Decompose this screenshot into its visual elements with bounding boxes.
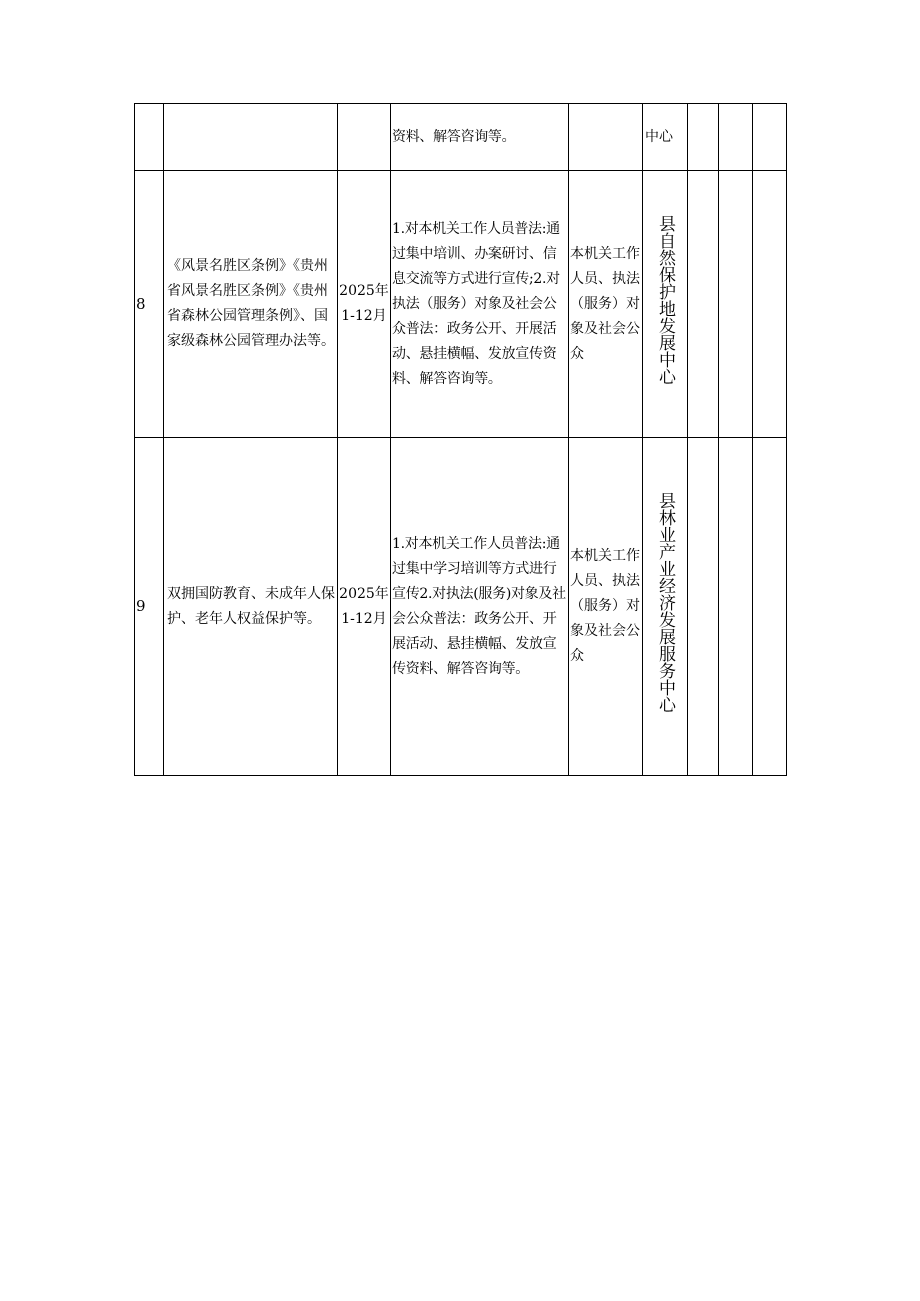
- time-cell: [338, 438, 391, 776]
- table-row: [135, 171, 787, 438]
- content-cell: [164, 438, 338, 776]
- time-range: 1-12月: [341, 308, 387, 324]
- method-cell: 资料、解答咨询等。: [391, 104, 569, 171]
- dept-cell: [643, 171, 688, 438]
- target-cell: 本机关工作人员、执法（服务）对象及社会公众: [569, 171, 643, 438]
- empty-cell: [753, 171, 787, 438]
- content-cell: [164, 104, 338, 171]
- table-row: [135, 438, 787, 776]
- dept-cell: 中心: [643, 104, 688, 171]
- row-number: 8: [135, 171, 164, 438]
- empty-cell: [719, 438, 753, 776]
- empty-cell: [753, 438, 787, 776]
- time-range: 1-12月: [341, 610, 387, 627]
- empty-cell: [688, 438, 719, 776]
- empty-cell: [753, 104, 787, 171]
- dept-name: 县自然保护地发展中心: [655, 214, 675, 385]
- method-cell: 1.对本机关工作人员普法:通过集中学习培训等方式进行宣传2.对执法(服务)对象及社会公众普法：政务公开、开展活动、悬挂横幅、发放宣传资料、解答咨询等。: [391, 438, 569, 776]
- content-cell: [164, 171, 338, 438]
- time-year: 2025年: [339, 283, 389, 299]
- time-cell: [338, 171, 391, 438]
- target-cell: 本机关工作人员、执法（服务）对象及社会公众: [569, 438, 643, 776]
- empty-cell: [688, 171, 719, 438]
- row-number: 9: [135, 438, 164, 776]
- content-text: 《风景名胜区条例》《贵州省风景名胜区条例》《贵州省森林公园管理条例》、国家级森林公园管理办法等。: [167, 258, 335, 349]
- time-cell: [338, 104, 391, 171]
- method-cell: 1.对本机关工作人员普法:通过集中培训、办案研讨、信息交流等方式进行宣传;2.对执法（服务）对象及社会公众普法：政务公开、开展活动、悬挂横幅、发放宣传资料、解答咨询等。: [391, 171, 569, 438]
- dept-name: 县林业产业经济发展服务中心: [655, 491, 675, 713]
- row-number: [135, 104, 164, 171]
- target-cell: [569, 104, 643, 171]
- content-text: 双拥国防教育、未成年人保护、老年人权益保护等。: [167, 585, 335, 627]
- work-plan-table: [134, 103, 787, 776]
- dept-cell: [643, 438, 688, 776]
- empty-cell: [719, 104, 753, 171]
- empty-cell: [719, 171, 753, 438]
- table-row: [135, 104, 787, 171]
- time-year: 2025年: [339, 585, 389, 602]
- empty-cell: [688, 104, 719, 171]
